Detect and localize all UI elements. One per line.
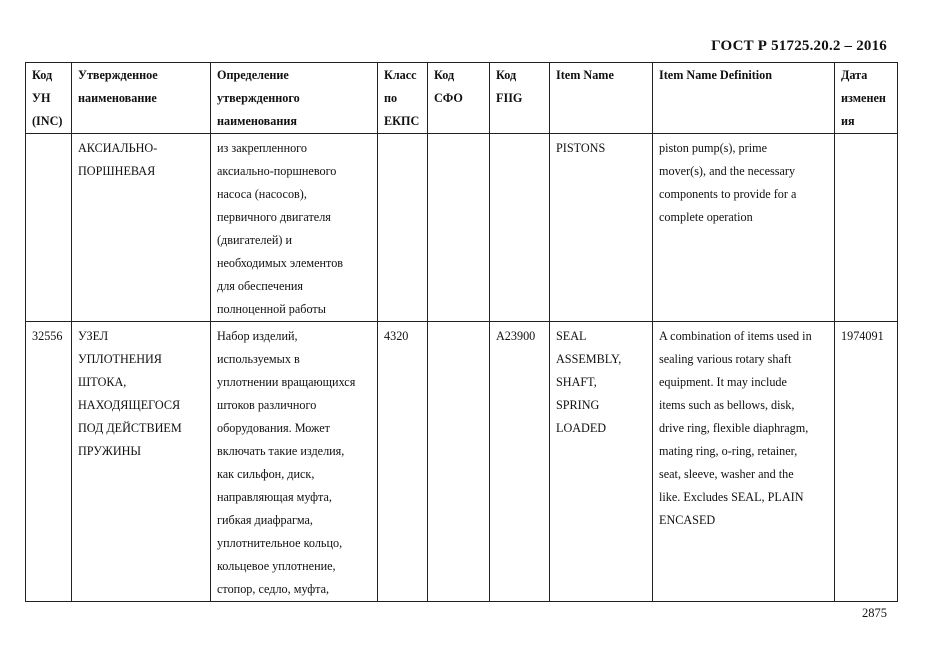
cell-fiig-code: A23900 <box>490 322 550 602</box>
cell-inc-code <box>26 134 72 322</box>
header-row <box>26 63 898 134</box>
col-header-change-date: Дата изменен ия <box>835 63 898 134</box>
cell-inc-code: 32556 <box>26 322 72 602</box>
col-header-approved-name: Утвержденное наименование <box>72 63 211 134</box>
cell-approved-name: АКСИАЛЬНО- ПОРШНЕВАЯ <box>72 134 211 322</box>
cell-approved-definition: Набор изделий, используемых в уплотнении вращающихся штоков различного оборудования. Может включать такие изделия, как сильфон, диск, направляющая муфта, гибкая диафрагма, уплотнительное кольцо, кольцевое уплотнение, стопор, седло, муфта, <box>211 322 378 602</box>
cell-approved-definition: из закрепленного аксиально-поршневого насоса (насосов), первичного двигателя (двигателей) и необходимых элементов для обеспечения полноценной работы <box>211 134 378 322</box>
cell-change-date <box>835 134 898 322</box>
cell-change-date: 1974091 <box>835 322 898 602</box>
catalog-table <box>25 62 898 602</box>
col-header-ekps-class: Класс по ЕКПС <box>378 63 428 134</box>
cell-ekps-class: 4320 <box>378 322 428 602</box>
col-header-approved-definition: Определение утвержденного наименования <box>211 63 378 134</box>
cell-item-name: SEAL ASSEMBLY, SHAFT, SPRING LOADED <box>550 322 653 602</box>
table-row <box>26 134 898 322</box>
cell-sfo-code <box>428 134 490 322</box>
col-header-sfo-code: Код СФО <box>428 63 490 134</box>
table-row <box>26 322 898 602</box>
page-number: 2875 <box>862 606 887 620</box>
cell-ekps-class <box>378 134 428 322</box>
col-header-fiig-code: Код FIIG <box>490 63 550 134</box>
col-header-item-name: Item Name <box>550 63 653 134</box>
cell-fiig-code <box>490 134 550 322</box>
cell-item-name-definition: piston pump(s), prime mover(s), and the necessary components to provide for a complete operation <box>653 134 835 322</box>
cell-approved-name: УЗЕЛ УПЛОТНЕНИЯ ШТОКА, НАХОДЯЩЕГОСЯ ПОД ДЕЙСТВИЕМ ПРУЖИНЫ <box>72 322 211 602</box>
document-title: ГОСТ Р 51725.20.2 – 2016 <box>711 38 887 54</box>
cell-item-name-definition: A combination of items used in sealing various rotary shaft equipment. It may include items such as bellows, disk, drive ring, flexible diaphragm, mating ring, o-ring, retainer, seat, sleeve, washer and the like. Excludes SEAL, PLAIN ENCASED <box>653 322 835 602</box>
cell-sfo-code <box>428 322 490 602</box>
cell-item-name: PISTONS <box>550 134 653 322</box>
col-header-item-name-definition: Item Name Definition <box>653 63 835 134</box>
col-header-inc-code: Код УН (INC) <box>26 63 72 134</box>
